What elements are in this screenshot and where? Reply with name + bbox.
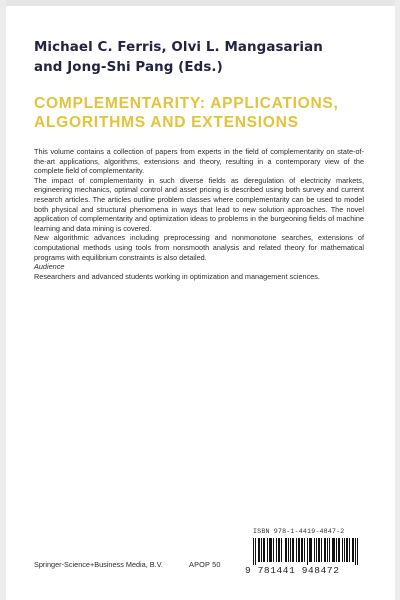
blurb-paragraph: New algorithmic advances including preprocessing and nonmonotone searches, extensions of computational methods using tools from nonsmooth analysis and related theory for mathematical programs with equilibrium constraints is also detailed. bbox=[34, 233, 364, 262]
book-title-line-1: COMPLEMENTARITY: APPLICATIONS, bbox=[34, 95, 339, 112]
barcode-bar bbox=[318, 538, 319, 562]
blurb bbox=[34, 147, 364, 281]
barcode-bar bbox=[355, 538, 356, 565]
barcode-bar bbox=[347, 538, 348, 562]
isbn-label: ISBN 978-1-4419-4847-2 bbox=[253, 528, 345, 535]
scan-edge-top bbox=[0, 0, 400, 6]
barcode-bar bbox=[324, 538, 325, 562]
barcode-bar bbox=[309, 538, 310, 562]
publisher-name: Springer-Science+Business Media, B.V. bbox=[34, 560, 163, 569]
barcode-bar bbox=[333, 538, 334, 562]
barcode-bar bbox=[314, 538, 315, 562]
barcode-bar bbox=[310, 538, 311, 562]
barcode-bar bbox=[346, 538, 347, 562]
barcode-bar bbox=[271, 538, 272, 562]
barcode-bar bbox=[301, 538, 302, 562]
barcode-bar bbox=[290, 538, 291, 562]
barcode-bar bbox=[304, 538, 305, 562]
editors-heading bbox=[34, 38, 364, 78]
barcode-bar bbox=[279, 538, 280, 562]
barcode-bar bbox=[327, 538, 328, 562]
blurb-paragraph: The impact of complementarity in such diverse fields as deregulation of electricity markets, engineering mechanics, optimal control and asset pricing is described using both survey and current research articles. The articles outline problem classes where complementarity can be used to model both physical and structural phenomena in ways that lead to new solution approaches. The novel application of complementarity and optimization ideas to problems in the burgeoning fields of machine learning and data mining is covered. bbox=[34, 175, 364, 233]
barcode-bar bbox=[278, 538, 279, 562]
barcode-bar bbox=[344, 538, 345, 562]
barcode-bar bbox=[336, 538, 337, 562]
barcode-bar bbox=[319, 538, 320, 562]
barcode-bar bbox=[273, 538, 274, 562]
isbn-barcode bbox=[253, 538, 361, 565]
audience-text: Researchers and advanced students working in optimization and management sciences. bbox=[34, 271, 320, 281]
barcode-bar bbox=[267, 538, 268, 562]
book-title-line-2: ALGORITHMS AND EXTENSIONS bbox=[34, 114, 299, 131]
barcode-bar bbox=[292, 538, 293, 562]
barcode-bar bbox=[258, 538, 259, 562]
barcode-bar bbox=[261, 538, 262, 562]
barcode-bar bbox=[259, 538, 260, 562]
barcode-bar bbox=[269, 538, 270, 562]
barcode-digits: 9 781441 948472 bbox=[245, 565, 340, 576]
scan-edge-left bbox=[0, 0, 6, 600]
barcode-bar bbox=[263, 538, 264, 562]
barcode-bar bbox=[321, 538, 322, 562]
barcode-bar bbox=[299, 538, 300, 562]
book-title bbox=[34, 94, 364, 132]
barcode-bar bbox=[311, 538, 312, 562]
barcode-bar bbox=[338, 538, 339, 562]
barcode-bar bbox=[329, 538, 330, 562]
barcode-bar bbox=[296, 538, 297, 562]
barcode-bar bbox=[286, 538, 287, 562]
barcode-bar bbox=[342, 538, 343, 562]
barcode-bar bbox=[353, 538, 354, 562]
barcode-bar bbox=[307, 538, 308, 565]
barcode-bar bbox=[334, 538, 335, 562]
barcode-bar bbox=[264, 538, 265, 562]
barcode-bar bbox=[349, 538, 350, 562]
barcode-bar bbox=[357, 538, 358, 565]
editors-line-1: Michael C. Ferris, Olvi L. Mangasarian bbox=[34, 40, 323, 55]
barcode-bar bbox=[325, 538, 326, 562]
barcode-bar bbox=[281, 538, 282, 562]
barcode-bar bbox=[352, 538, 353, 562]
editors-line-2: and Jong-Shi Pang (Eds.) bbox=[34, 60, 223, 75]
series-code: APOP 50 bbox=[189, 560, 221, 569]
blurb-paragraph: This volume contains a collection of papers from experts in the field of complementarity on state-of-the-art applications, algorithms, extensions and theory, resulting in a contemporary view of the complete field of complementarity. bbox=[34, 147, 364, 176]
barcode-bar bbox=[253, 538, 254, 565]
barcode-bar bbox=[288, 538, 289, 562]
barcode-bar bbox=[339, 538, 340, 562]
barcode-bar bbox=[302, 538, 303, 562]
scan-edge-right bbox=[395, 0, 400, 600]
barcode-bar bbox=[270, 538, 271, 562]
barcode-bar bbox=[316, 538, 317, 562]
barcode-bar bbox=[276, 538, 277, 562]
barcode-bar bbox=[293, 538, 294, 562]
cover-content bbox=[34, 38, 364, 281]
barcode-bar bbox=[285, 538, 286, 562]
barcode-bar bbox=[332, 538, 333, 562]
barcode-bar bbox=[255, 538, 256, 565]
audience-heading: Audience bbox=[34, 262, 65, 272]
barcode-bar bbox=[298, 538, 299, 562]
